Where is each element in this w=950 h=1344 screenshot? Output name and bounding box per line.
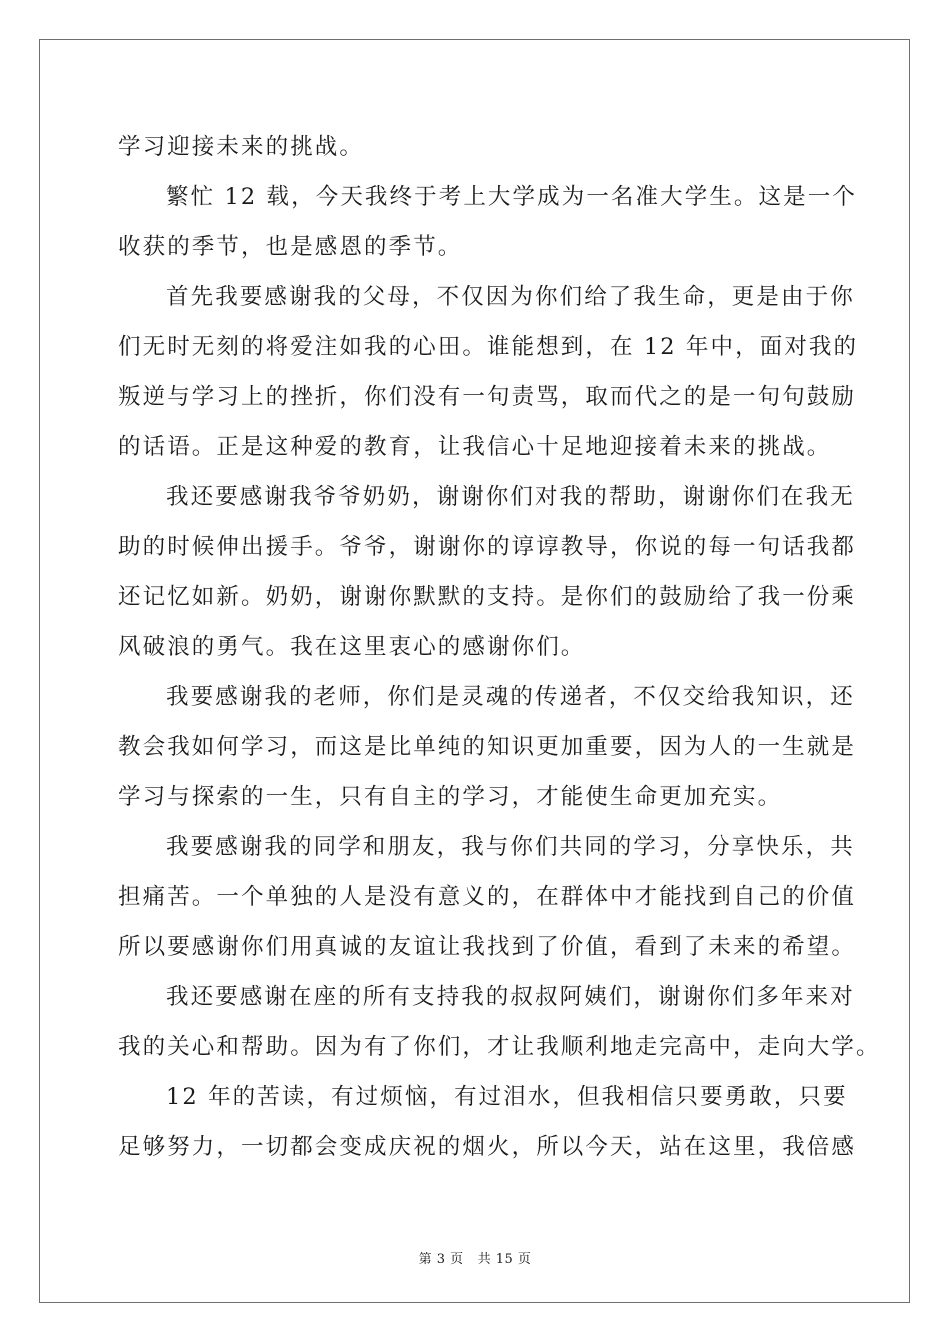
text-line: 首先我要感谢我的父母，不仅因为你们给了我生命，更是由于你 <box>166 284 855 310</box>
page-number: 第 3 页 <box>418 1252 464 1267</box>
text-line: 的话语。正是这种爱的教育，让我信心十足地迎接着未来的挑战。 <box>118 434 832 460</box>
text-line: 我还要感谢在座的所有支持我的叔叔阿姨们，谢谢你们多年来对 <box>166 984 855 1010</box>
text-line: 我要感谢我的老师，你们是灵魂的传递者，不仅交给我知识，还 <box>166 684 855 710</box>
text-line: 学习迎接未来的挑战。 <box>118 134 365 160</box>
page-total: 共 15 页 <box>477 1252 532 1267</box>
text-line: 收获的季节，也是感恩的季节。 <box>118 234 463 260</box>
text-line: 我要感谢我的同学和朋友，我与你们共同的学习，分享快乐，共 <box>166 834 855 860</box>
document-body <box>118 127 881 1177</box>
text-line: 12 年的苦读，有过烦恼，有过泪水，但我相信只要勇敢，只要 <box>166 1084 848 1110</box>
text-line: 们无时无刻的将爱注如我的心田。谁能想到，在 12 年中，面对我的 <box>118 334 859 360</box>
text-line: 所以要感谢你们用真诚的友谊让我找到了价值，看到了未来的希望。 <box>118 934 857 960</box>
text-line: 我的关心和帮助。因为有了你们，才让我顺利地走完高中，走向大学。 <box>118 1034 881 1060</box>
page-footer <box>0 1248 950 1267</box>
text-line: 繁忙 12 载，今天我终于考上大学成为一名准大学生。这是一个 <box>166 184 857 210</box>
text-line: 叛逆与学习上的挫折，你们没有一句责骂，取而代之的是一句句鼓励 <box>118 384 857 410</box>
text-line: 足够努力，一切都会变成庆祝的烟火，所以今天，站在这里，我倍感 <box>118 1134 857 1160</box>
text-line: 担痛苦。一个单独的人是没有意义的，在群体中才能找到自己的价值 <box>118 884 857 910</box>
text-line: 助的时候伸出援手。爷爷，谢谢你的谆谆教导，你说的每一句话我都 <box>118 534 857 560</box>
text-line: 学习与探索的一生，只有自主的学习，才能使生命更加充实。 <box>118 784 783 810</box>
text-line: 我还要感谢我爷爷奶奶，谢谢你们对我的帮助，谢谢你们在我无 <box>166 484 855 510</box>
text-line: 教会我如何学习，而这是比单纯的知识更加重要，因为人的一生就是 <box>118 734 857 760</box>
text-line: 风破浪的勇气。我在这里衷心的感谢你们。 <box>118 634 586 660</box>
text-line: 还记忆如新。奶奶，谢谢你默默的支持。是你们的鼓励给了我一份乘 <box>118 584 857 610</box>
